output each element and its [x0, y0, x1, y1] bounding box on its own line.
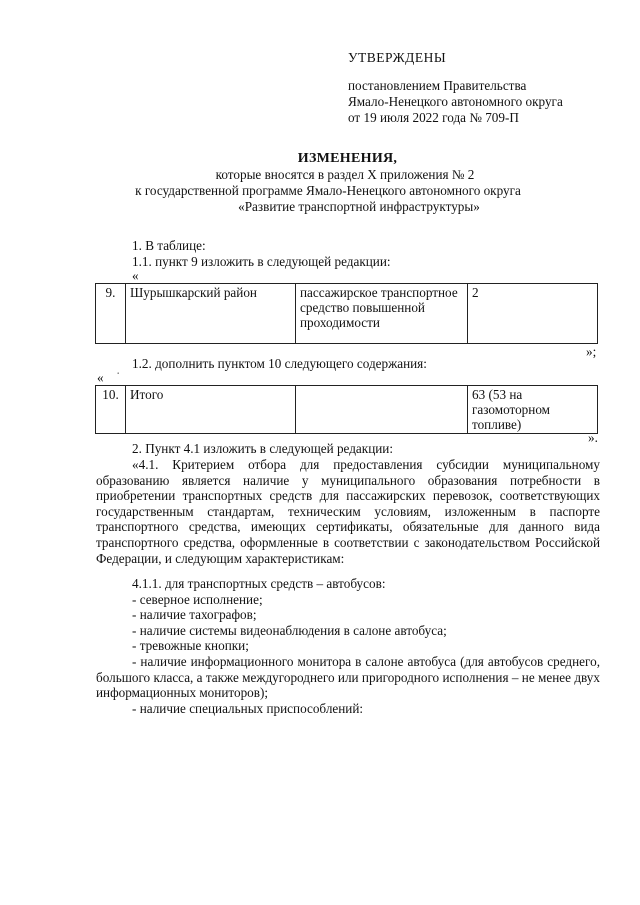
heading-line: к государственной программе Ямало-Ненецкого автономного округа [135, 183, 521, 198]
approval-block [348, 78, 563, 126]
monitor-paragraph [96, 654, 600, 701]
document-heading [0, 150, 640, 215]
section1-item2: 1.2. дополнить пунктом 10 следующего содержания: [132, 356, 427, 371]
approval-line: Ямало-Ненецкого автономного округа [348, 94, 563, 109]
heading-title: ИЗМЕНЕНИЯ, [297, 151, 398, 166]
open-quote: « [97, 370, 104, 385]
subsection-title: 4.1.1. для транспортных средств – автобусов: [132, 576, 386, 591]
table-cell-description: пассажирское транспортное средство повышенной проходимости [296, 284, 468, 344]
scan-dot: · [116, 366, 121, 381]
table-cell-value: 63 (53 на газомоторном топливе) [468, 386, 598, 434]
table-row [96, 386, 598, 434]
table-cell-num: 9. [96, 284, 126, 344]
open-quote: « [132, 268, 139, 283]
list-item: - наличие тахографов; [132, 607, 257, 622]
table-cell-description [296, 386, 468, 434]
table-cell-value: 2 [468, 284, 598, 344]
list-item: - тревожные кнопки; [132, 638, 249, 653]
section1-item1: 1.1. пункт 9 изложить в следующей редакции: [132, 254, 391, 269]
section2-paragraph [96, 457, 600, 566]
close-quote: »; [586, 344, 597, 359]
table-cell-name: Шурышкарский район [126, 284, 296, 344]
approval-title: УТВЕРЖДЕНЫ [348, 50, 447, 65]
list-item: - наличие специальных приспособлений: [132, 701, 364, 716]
list-item: - северное исполнение; [132, 592, 263, 607]
table-point-10 [95, 385, 598, 434]
heading-line: которые вносятся в раздел X приложения № 2 [215, 167, 475, 182]
list-item: - наличие информационного монитора в салоне автобуса (для автобусов среднего, большого класса, а также междугороднего или пригородного исполнения – не менее двух информационных мониторов); [96, 654, 600, 701]
table-cell-name: Итого [126, 386, 296, 434]
section2-intro: 2. Пункт 4.1 изложить в следующей редакции: [132, 441, 394, 456]
table-point-9 [95, 283, 598, 344]
heading-line: «Развитие транспортной инфраструктуры» [238, 199, 480, 214]
close-quote: ». [588, 430, 598, 445]
approval-line: от 19 июля 2022 года № 709-П [348, 110, 519, 125]
approval-line: постановлением Правительства [348, 78, 527, 93]
table-row [96, 284, 598, 344]
list-item: - наличие системы видеонаблюдения в салоне автобуса; [132, 623, 447, 638]
table-cell-num: 10. [96, 386, 126, 434]
section1-intro: 1. В таблице: [132, 238, 206, 253]
paragraph-text: «4.1. Критерием отбора для предоставления субсидии муниципальному образованию является наличие у муниципального образования потребности в приобретении транспортных средств для пассажирских перевозок, соответствующих государственным стандартам, техническим условиям, изложенным в паспорте транспортного средства, имеющих сертификаты, обязательные для данного вида транспортного средства, оформленные в соответствии с законодательством Российской Федерации, и следующим характеристикам: [96, 457, 600, 566]
